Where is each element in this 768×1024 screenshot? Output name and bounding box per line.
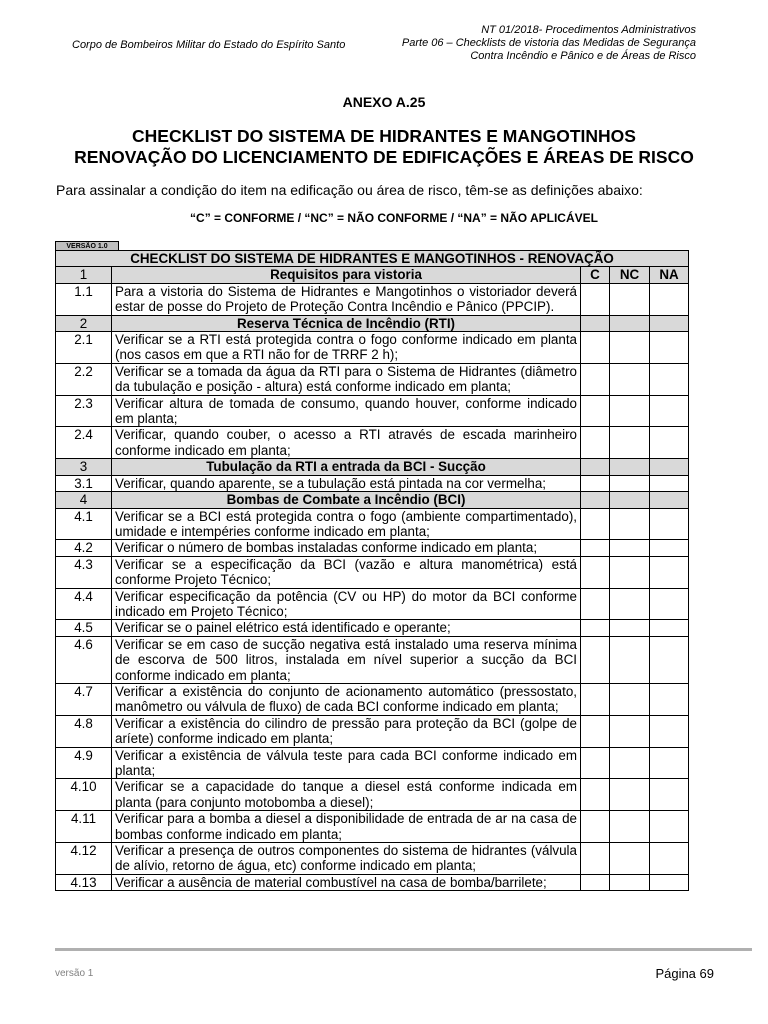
item-number: 2.4 [56, 427, 112, 459]
check-cell-na[interactable] [650, 427, 689, 459]
table-row [56, 508, 689, 540]
table-row [56, 874, 689, 890]
item-number: 4.6 [56, 636, 112, 683]
check-cell-c[interactable] [581, 363, 610, 395]
check-cell-nc[interactable] [610, 811, 650, 843]
header-organization: Corpo de Bombeiros Militar do Estado do Espírito Santo [72, 39, 346, 51]
section-title: Tubulação da RTI a entrada da BCI - Sucção [112, 459, 581, 475]
item-number: 2.1 [56, 332, 112, 364]
check-cell-na[interactable] [650, 588, 689, 620]
item-description: Verificar se a tomada da água da RTI para o Sistema de Hidrantes (diâmetro da tubulação e posição - altura) está conforme indicado em planta; [112, 363, 581, 395]
check-cell-c[interactable] [581, 779, 610, 811]
check-cell-na[interactable] [650, 283, 689, 315]
check-cell-na[interactable] [650, 715, 689, 747]
check-cell-nc[interactable] [610, 636, 650, 683]
check-cell-na[interactable] [650, 332, 689, 364]
legend-definitions: “C” = CONFORME / “NC” = NÃO CONFORME / “NA” = NÃO APLICÁVEL [190, 211, 598, 225]
item-number: 3 [56, 459, 112, 475]
item-description: Verificar se a especificação da BCI (vazão e altura manométrica) está conforme Projeto Técnico; [112, 556, 581, 588]
check-cell-na[interactable] [650, 556, 689, 588]
check-cell-c[interactable] [581, 843, 610, 875]
check-cell-nc[interactable] [610, 747, 650, 779]
table-row [56, 475, 689, 491]
item-number: 1.1 [56, 283, 112, 315]
section-row [56, 315, 689, 331]
item-description: Verificar a ausência de material combustível na casa de bomba/barrilete; [112, 874, 581, 890]
item-description: Verificar a presença de outros componentes do sistema de hidrantes (válvula de alívio, retorno de água, etc) conforme indicado em planta; [112, 843, 581, 875]
item-number: 4.4 [56, 588, 112, 620]
column-header-nc: NC [610, 267, 650, 283]
check-cell-na[interactable] [650, 683, 689, 715]
item-description: Verificar se em caso de sucção negativa está instalado uma reserva mínima de escorva de 500 litros, instalada em nível superior a sucção da BCI conforme indicado em planta; [112, 636, 581, 683]
check-cell-nc[interactable] [610, 843, 650, 875]
header-line: Contra Incêndio e Pânico e de Áreas de Risco [470, 50, 696, 62]
check-cell-c[interactable] [581, 395, 610, 427]
check-cell-c[interactable] [581, 283, 610, 315]
check-cell-na[interactable] [650, 779, 689, 811]
item-number: 4.7 [56, 683, 112, 715]
item-description: Verificar o número de bombas instaladas conforme indicado em planta; [112, 540, 581, 556]
table-row [56, 427, 689, 459]
check-cell-na[interactable] [650, 363, 689, 395]
check-cell-nc[interactable] [610, 588, 650, 620]
check-cell-nc[interactable] [610, 874, 650, 890]
check-cell-c [581, 459, 610, 475]
item-number: 2.3 [56, 395, 112, 427]
item-description: Para a vistoria do Sistema de Hidrantes e Mangotinhos o vistoriador deverá estar de posse do Projeto de Proteção Contra Incêndio e Pânico (PPCIP). [112, 283, 581, 315]
check-cell-c[interactable] [581, 332, 610, 364]
table-title-row [56, 251, 689, 267]
table-row [56, 747, 689, 779]
check-cell-c[interactable] [581, 556, 610, 588]
table-row [56, 779, 689, 811]
item-number: 4.2 [56, 540, 112, 556]
table-row [56, 395, 689, 427]
item-number: 4.5 [56, 620, 112, 636]
check-cell-nc[interactable] [610, 332, 650, 364]
table-row [56, 636, 689, 683]
item-description: Verificar se a BCI está protegida contra o fogo (ambiente compartimentado), umidade e intempéries conforme indicado em planta; [112, 508, 581, 540]
item-number: 4.8 [56, 715, 112, 747]
check-cell-nc [610, 315, 650, 331]
check-cell-c[interactable] [581, 620, 610, 636]
annex-label: ANEXO A.25 [342, 94, 426, 110]
item-number: 4.9 [56, 747, 112, 779]
check-cell-na[interactable] [650, 540, 689, 556]
check-cell-nc[interactable] [610, 363, 650, 395]
item-description: Verificar a existência de válvula teste para cada BCI conforme indicado em planta; [112, 747, 581, 779]
table-row [56, 620, 689, 636]
table-row [56, 283, 689, 315]
check-cell-nc[interactable] [610, 508, 650, 540]
check-cell-nc [610, 459, 650, 475]
table-row [56, 715, 689, 747]
item-description: Verificar especificação da potência (CV ou HP) do motor da BCI conforme indicado em Projeto Técnico; [112, 588, 581, 620]
table-row [56, 588, 689, 620]
page-title [0, 126, 768, 168]
check-cell-nc[interactable] [610, 620, 650, 636]
item-number: 2.2 [56, 363, 112, 395]
check-cell-nc[interactable] [610, 556, 650, 588]
item-number: 4.1 [56, 508, 112, 540]
table-title: CHECKLIST DO SISTEMA DE HIDRANTES E MANGOTINHOS - RENOVAÇÃO [56, 251, 689, 267]
item-description: Verificar para a bomba a diesel a disponibilidade de entrada de ar na casa de bombas conforme indicado em planta; [112, 811, 581, 843]
check-cell-na[interactable] [650, 620, 689, 636]
check-cell-nc[interactable] [610, 475, 650, 491]
check-cell-nc [610, 492, 650, 508]
table-row [56, 556, 689, 588]
check-cell-nc[interactable] [610, 540, 650, 556]
check-cell-na [650, 459, 689, 475]
header-document-info [336, 24, 696, 63]
table-row [56, 332, 689, 364]
check-cell-c[interactable] [581, 508, 610, 540]
item-description: Verificar altura de tomada de consumo, quando houver, conforme indicado em planta; [112, 395, 581, 427]
item-number: 2 [56, 315, 112, 331]
section-title: Reserva Técnica de Incêndio (RTI) [112, 315, 581, 331]
title-line: RENOVAÇÃO DO LICENCIAMENTO DE EDIFICAÇÕES E ÁREAS DE RISCO [74, 147, 694, 167]
check-cell-c[interactable] [581, 636, 610, 683]
section-title: Requisitos para vistoria [112, 267, 581, 283]
check-cell-c[interactable] [581, 715, 610, 747]
check-cell-na[interactable] [650, 747, 689, 779]
check-cell-nc[interactable] [610, 427, 650, 459]
item-number: 3.1 [56, 475, 112, 491]
item-number: 4.3 [56, 556, 112, 588]
section-title: Bombas de Combate a Incêndio (BCI) [112, 492, 581, 508]
item-number: 4.11 [56, 811, 112, 843]
check-cell-na [650, 492, 689, 508]
check-cell-c[interactable] [581, 427, 610, 459]
header-line: Parte 06 – Checklists de vistoria das Medidas de Segurança [401, 37, 696, 49]
footer-version: versão 1 [55, 968, 94, 979]
check-cell-na[interactable] [650, 636, 689, 683]
item-description: Verificar se a RTI está protegida contra o fogo conforme indicado em planta (nos casos em que a RTI não for de TRRF 2 h); [112, 332, 581, 364]
check-cell-na[interactable] [650, 395, 689, 427]
item-number: 1 [56, 267, 112, 283]
item-description: Verificar a existência do conjunto de acionamento automático (pressostato, manômetro ou válvula de fluxo) de cada BCI conforme indicado em planta; [112, 683, 581, 715]
check-cell-c[interactable] [581, 747, 610, 779]
check-cell-na[interactable] [650, 874, 689, 890]
item-number: 4.12 [56, 843, 112, 875]
item-number: 4 [56, 492, 112, 508]
check-cell-nc[interactable] [610, 779, 650, 811]
check-cell-c[interactable] [581, 874, 610, 890]
check-cell-c [581, 315, 610, 331]
checklist-table [55, 250, 689, 891]
check-cell-na[interactable] [650, 508, 689, 540]
title-line: CHECKLIST DO SISTEMA DE HIDRANTES E MANGOTINHOS [132, 126, 636, 146]
check-cell-na[interactable] [650, 811, 689, 843]
intro-text: Para assinalar a condição do item na edificação ou área de risco, têm-se as definições abaixo: [56, 182, 643, 198]
page-number: Página 69 [655, 966, 714, 981]
version-badge: VERSÃO 1.0 [55, 241, 119, 252]
table-row [56, 811, 689, 843]
check-cell-c [581, 492, 610, 508]
table-row [56, 363, 689, 395]
item-number: 4.13 [56, 874, 112, 890]
check-cell-na [650, 315, 689, 331]
item-description: Verificar a existência do cilindro de pressão para proteção da BCI (golpe de aríete) conforme indicado em planta; [112, 715, 581, 747]
item-description: Verificar, quando aparente, se a tubulação está pintada na cor vermelha; [112, 475, 581, 491]
item-description: Verificar se a capacidade do tanque a diesel está conforme indicada em planta (para conjunto motobomba a diesel); [112, 779, 581, 811]
check-cell-c[interactable] [581, 588, 610, 620]
check-cell-na[interactable] [650, 843, 689, 875]
section-row [56, 459, 689, 475]
check-cell-nc[interactable] [610, 715, 650, 747]
section-row [56, 492, 689, 508]
table-row [56, 683, 689, 715]
check-cell-na[interactable] [650, 475, 689, 491]
item-description: Verificar, quando couber, o acesso a RTI através de escada marinheiro conforme indicado em planta; [112, 427, 581, 459]
check-cell-c[interactable] [581, 811, 610, 843]
item-description: Verificar se o painel elétrico está identificado e operante; [112, 620, 581, 636]
check-cell-nc[interactable] [610, 283, 650, 315]
check-cell-c[interactable] [581, 683, 610, 715]
table-row [56, 843, 689, 875]
section-row [56, 267, 689, 283]
item-number: 4.10 [56, 779, 112, 811]
check-cell-nc[interactable] [610, 683, 650, 715]
header-line: NT 01/2018- Procedimentos Administrativos [481, 24, 696, 36]
footer-divider [55, 948, 752, 951]
check-cell-c[interactable] [581, 475, 610, 491]
check-cell-nc[interactable] [610, 395, 650, 427]
table-row [56, 540, 689, 556]
check-cell-c[interactable] [581, 540, 610, 556]
column-header-c: C [581, 267, 610, 283]
column-header-na: NA [650, 267, 689, 283]
